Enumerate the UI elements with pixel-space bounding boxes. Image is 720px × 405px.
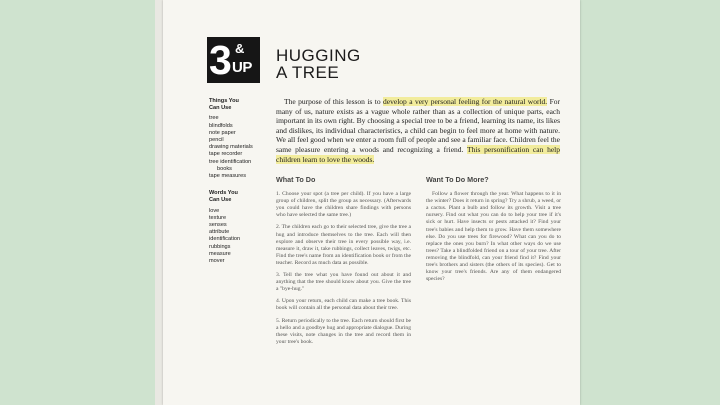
- intro-paragraph: [276, 97, 560, 164]
- page-binding-edge: [155, 0, 163, 405]
- what-to-do-column: [276, 176, 411, 351]
- list-item: pencil: [209, 137, 224, 144]
- page-title: [276, 47, 361, 81]
- intro-text-2: For many of us, nature exists as a vague whole rather than as a collection of unique parts, each important in its own right. By choosing a special tree to be a friend, learning its name, its likes and dislikes, its individual characteristics, a child can begin to feel more at home with nature. We all feel good when we enter a room full of people and see a familiar face. Children feel the same pleasure entering a woods and recognizing a friend.: [276, 97, 561, 154]
- lesson-number-badge: [207, 37, 260, 83]
- list-item: tape measures: [209, 173, 247, 180]
- list-item: measure: [209, 250, 231, 257]
- document-page: [163, 0, 580, 405]
- list-item: books: [217, 165, 232, 172]
- title-line-1: HUGGING: [276, 46, 361, 65]
- list-item: note paper: [209, 129, 236, 136]
- words-heading: [209, 190, 275, 204]
- list-item: rubbings: [209, 243, 231, 250]
- list-item: texture: [209, 214, 227, 221]
- step-paragraph: 1. Choose your spot (a tree per child). If you have a large group of children, split the group as necessary. (Afterwards you could have the children share findings with persons who have selected the same tree.): [276, 191, 411, 219]
- lesson-number: 3: [209, 37, 232, 83]
- things-heading-line-2: Can Use: [209, 105, 232, 112]
- sidebar: [209, 98, 275, 265]
- words-heading-line-2: Can Use: [209, 197, 232, 204]
- step-paragraph: 5. Return periodically to the tree. Each return should first be a hello and a goodbye hug and appropriate dialogue. During these visits, note changes in the tree and record them in your tree's book.: [276, 317, 411, 345]
- want-to-do-more-paragraph: Follow a flower through the year. What happens to it in the winter? Does it return in spring? Try a shrub, a weed, or a cactus. Plant a bulb and follow its growth. Visit a tree nursery. Find out what you can do to help your tree if it's sick or hurt. Have insects or pests attacked it? Find your tree's babies and help them to grow. Have them somewhere else. Do you use trees for firewood? What can you do to replace the ones you burn? In what other ways do we use trees? Take a blindfolded friend on a tour of your tree. After removing the blindfold, can your friend find it? Find your tree's brothers and sisters (the others of its species). Get to know your tree's friends. Are any of them endangered species?: [426, 191, 561, 283]
- list-item: blindfolds: [209, 122, 233, 129]
- step-paragraph: 3. Tell the tree what you have found out about it and anything that the tree should know about you. Give the tree a "bye-hug.": [276, 272, 411, 293]
- step-paragraph: 4. Upon your return, each child can make a tree book. This book will contain all the personal data about their tree.: [276, 298, 411, 312]
- things-list: [209, 115, 275, 180]
- lesson-suffix: UP: [232, 59, 252, 76]
- things-heading-line-1: Things You: [209, 98, 239, 104]
- intro-text-1: The purpose of this lesson is to: [284, 97, 384, 106]
- intro-highlight-2: This personification can help children learn to love the woods.: [276, 144, 561, 164]
- lesson-ampersand: &: [235, 41, 245, 56]
- title-line-2: A TREE: [276, 63, 340, 82]
- list-item: tree identification: [209, 158, 252, 165]
- intro-highlight-1: develop a very personal feeling for the natural world.: [383, 97, 548, 106]
- words-list: [209, 208, 275, 266]
- list-item: mover: [209, 258, 225, 265]
- things-heading: [209, 98, 275, 112]
- list-item: tree: [209, 115, 219, 122]
- want-to-do-more-column: [426, 176, 561, 288]
- want-to-do-more-heading: Want To Do More?: [426, 175, 489, 184]
- words-heading-line-1: Words You: [209, 190, 238, 197]
- list-item: tape recorder: [209, 151, 243, 158]
- list-item: identification: [209, 236, 241, 243]
- list-item: drawing materials: [209, 144, 253, 151]
- list-item: senses: [209, 222, 227, 229]
- list-item: love: [209, 207, 220, 214]
- step-paragraph: 2. The children each go to their selected tree, give the tree a hug and introduce themselves to the tree. Each will then explore and observe their tree in every possible way, i.e. measure it, draw it, take rubbings, collect leaves, twigs, etc. Find the tree's name from an identification book or from the teacher. Record as much data as possible.: [276, 224, 411, 266]
- what-to-do-heading: What To Do: [276, 175, 316, 184]
- list-item: attribute: [209, 229, 230, 236]
